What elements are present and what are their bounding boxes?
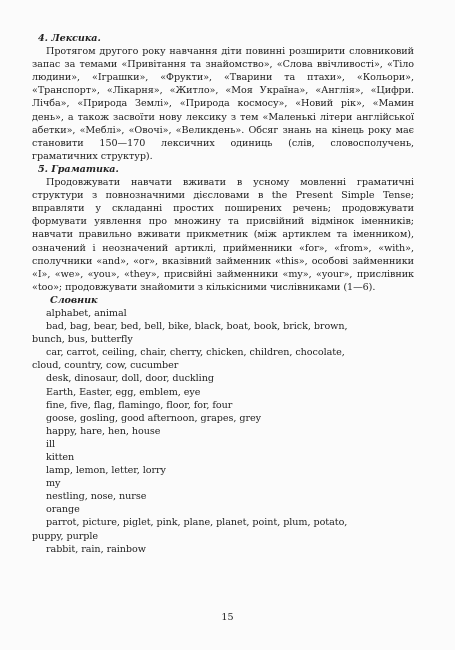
dictionary-entry: orange: [46, 504, 80, 516]
page-number: 15: [221, 612, 234, 623]
dictionary-entry: cloud, country, cow, cucumber: [32, 360, 179, 372]
dictionary-entry: bad, bag, bear, bed, bell, bike, black, boat, book, brick, brown,: [46, 321, 348, 333]
dictionary-entry: puppy, purple: [32, 530, 98, 542]
dictionary-entry: desk, dinosaur, doll, door, duckling: [46, 373, 214, 385]
section-5-heading: 5. Граматика.: [38, 163, 119, 175]
dictionary-entry: kitten: [46, 452, 75, 463]
dictionary-entry: lamp, lemon, letter, lorry: [46, 465, 166, 477]
dictionary-entry: Earth, Easter, egg, emblem, eye: [46, 386, 201, 398]
dictionary-title: Словник: [50, 294, 98, 306]
dictionary-entry: my: [46, 478, 61, 490]
dictionary-entry: car, carrot, ceiling, chair, cherry, chicken, children, chocolate,: [46, 347, 345, 359]
dictionary-entry: ill: [46, 438, 56, 450]
dictionary-entry: bunch, bus, butterfly: [32, 334, 133, 346]
dictionary-entry: parrot, picture, piglet, pink, plane, planet, point, plum, potato,: [46, 517, 348, 529]
dictionary-entry: alphabet, animal: [46, 307, 127, 319]
dictionary-entry: rabbit, rain, rainbow: [46, 543, 146, 555]
page-content: [32, 32, 414, 556]
dictionary-entry: fine, five, flag, flamingo, floor, for, four: [46, 399, 233, 411]
section-5-paragraph: Продовжувати навчати вживати в усному мовленні граматичні структури з повнозначними дієсловами в the Present Simple Tense; вправляти у складанні простих поширених речень; продовжувати формувати уявлення про множину та присвійний відмінок іменників; навчати правильно вживати прикметник (між артиклем та іменником), означений і неозначений артиклі, прийменники «for», «from», «with», сполучники «and», «or», вказівний займенник «this», особові займенники «I», «we», «you», «they», присвійні займенники «my», «your», прислівник «too»; продовжувати знайомити з кількісними числівниками (1—6).: [32, 177, 414, 293]
dictionary-entry: happy, hare, hen, house: [46, 425, 161, 437]
dictionary-list: [32, 307, 414, 556]
section-4-heading: 4. Лексика.: [38, 33, 101, 44]
section-4-paragraph: Протягом другого року навчання діти повинні розширити словниковий запас за темами «Привітання та знайомство», «Слова ввічливості», «Тіло людини», «Іграшки», «Фрукти», «Тварини та птахи», «Кольори», «Транспорт», «Лікарня», «Житло», «Моя Україна», «Англія», «Цифри. Лічба», «Природа Землі», «Природа космосу», «Новий рік», «Мамин день», а також засвоїти нову лексику з тем «Маленькі літери англійської абетки», «Меблі», «Овочі», «Великдень». Обсяг знань на кінець року має становити 150—170 лексичних одиниць (слів, словосполучень, граматичних структур).: [32, 46, 414, 162]
dictionary-entry: nestling, nose, nurse: [46, 491, 147, 503]
dictionary-entry: goose, gosling, good afternoon, grapes, grey: [46, 412, 261, 424]
